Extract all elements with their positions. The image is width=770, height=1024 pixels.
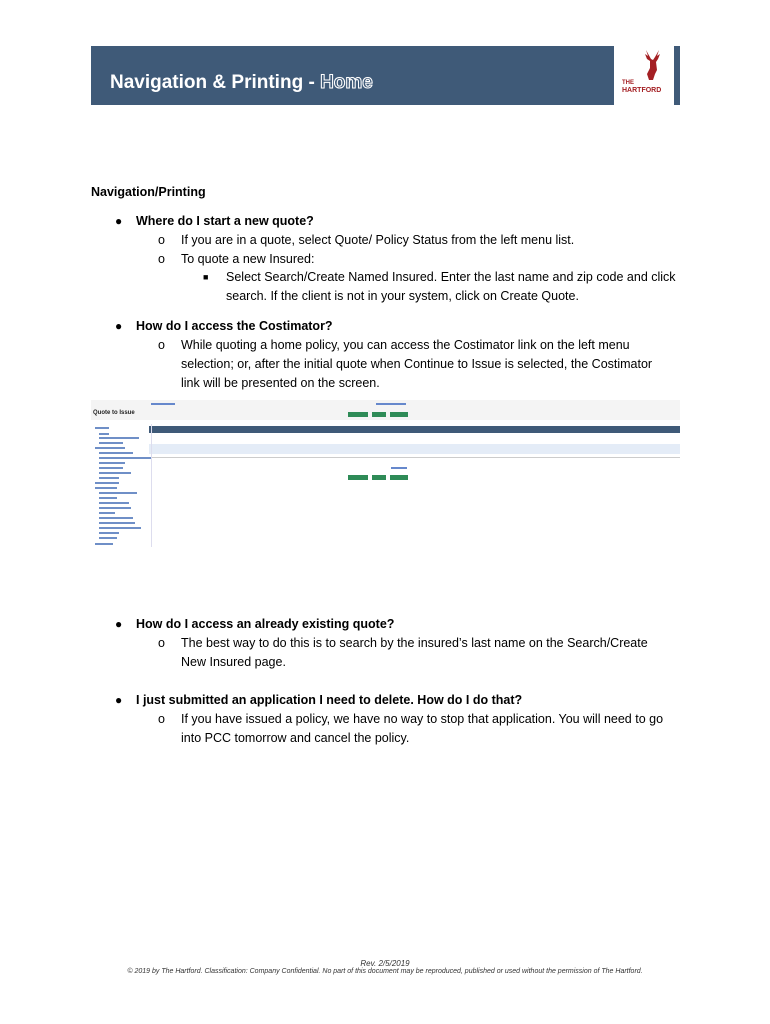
shot-link (376, 403, 406, 405)
shot-link (151, 403, 175, 405)
shot-divider (149, 457, 680, 458)
shot-button (390, 475, 408, 480)
circle-bullet-icon: o (158, 338, 165, 352)
question-4: I just submitted an application I need to delete. How do I do that? (136, 693, 523, 707)
answer-3-line1: The best way to do this is to search by the insured’s last name on the Search/Create (181, 636, 648, 650)
header-banner (91, 46, 680, 105)
question-2: How do I access the Costimator? (136, 319, 333, 333)
shot-button (348, 475, 368, 480)
answer-1a: If you are in a quote, select Quote/ Policy Status from the left menu list. (181, 233, 575, 247)
stag-icon (636, 48, 666, 82)
shot-bar (149, 426, 680, 433)
circle-bullet-icon: o (158, 636, 165, 650)
logo-the: THE (622, 80, 634, 86)
circle-bullet-icon: o (158, 252, 165, 266)
question-3: How do I access an already existing quote? (136, 617, 395, 631)
bullet-icon: ● (115, 693, 123, 707)
shot-row (149, 444, 680, 454)
page-title (110, 72, 373, 94)
title-prefix: Navigation & Printing - (110, 72, 321, 93)
shot-button (390, 412, 408, 417)
shot-button (372, 475, 386, 480)
embedded-screenshot (91, 400, 680, 547)
bullet-icon: ● (115, 214, 123, 228)
question-1: Where do I start a new quote? (136, 214, 314, 228)
bullet-icon: ● (115, 319, 123, 333)
shot-sidebar (91, 424, 152, 547)
section-heading: Navigation/Printing (91, 185, 206, 199)
shot-sidebar-links (91, 424, 151, 547)
banner-stripe (674, 46, 680, 105)
shot-link (391, 467, 407, 469)
hartford-logo (614, 46, 674, 105)
answer-4-line2: into PCC tomorrow and cancel the policy. (181, 731, 410, 745)
answer-1b: To quote a new Insured: (181, 252, 315, 266)
circle-bullet-icon: o (158, 233, 165, 247)
answer-3-line2: New Insured page. (181, 655, 286, 669)
footer-copyright: © 2019 by The Hartford. Classification: Company Confidential. No part of this document may be reproduced, published or used without the permission of The Hartford. (127, 968, 643, 975)
answer-2-line2: selection; or, after the initial quote when Continue to Issue is selected, the Costimator (181, 357, 653, 371)
sub-answer-1-line1: Select Search/Create Named Insured. Enter the last name and zip code and click (226, 270, 676, 284)
logo-name: HARTFORD (622, 87, 662, 94)
square-bullet-icon: ■ (203, 272, 209, 282)
answer-4-line1: If you have issued a policy, we have no way to stop that application. You will need to go (181, 712, 664, 726)
shot-button (372, 412, 386, 417)
circle-bullet-icon: o (158, 712, 165, 726)
shot-title: Quote to Issue (93, 410, 135, 416)
title-highlight: Home (320, 72, 373, 93)
sub-answer-1-line2: search. If the client is not in your system, click on Create Quote. (226, 289, 579, 303)
shot-button (348, 412, 368, 417)
footer-rev: Rev. 2/5/2019 (360, 959, 410, 968)
answer-2-line3: link will be presented on the screen. (181, 376, 380, 390)
answer-2-line1: While quoting a home policy, you can access the Costimator link on the left menu (181, 338, 630, 352)
bullet-icon: ● (115, 617, 123, 631)
